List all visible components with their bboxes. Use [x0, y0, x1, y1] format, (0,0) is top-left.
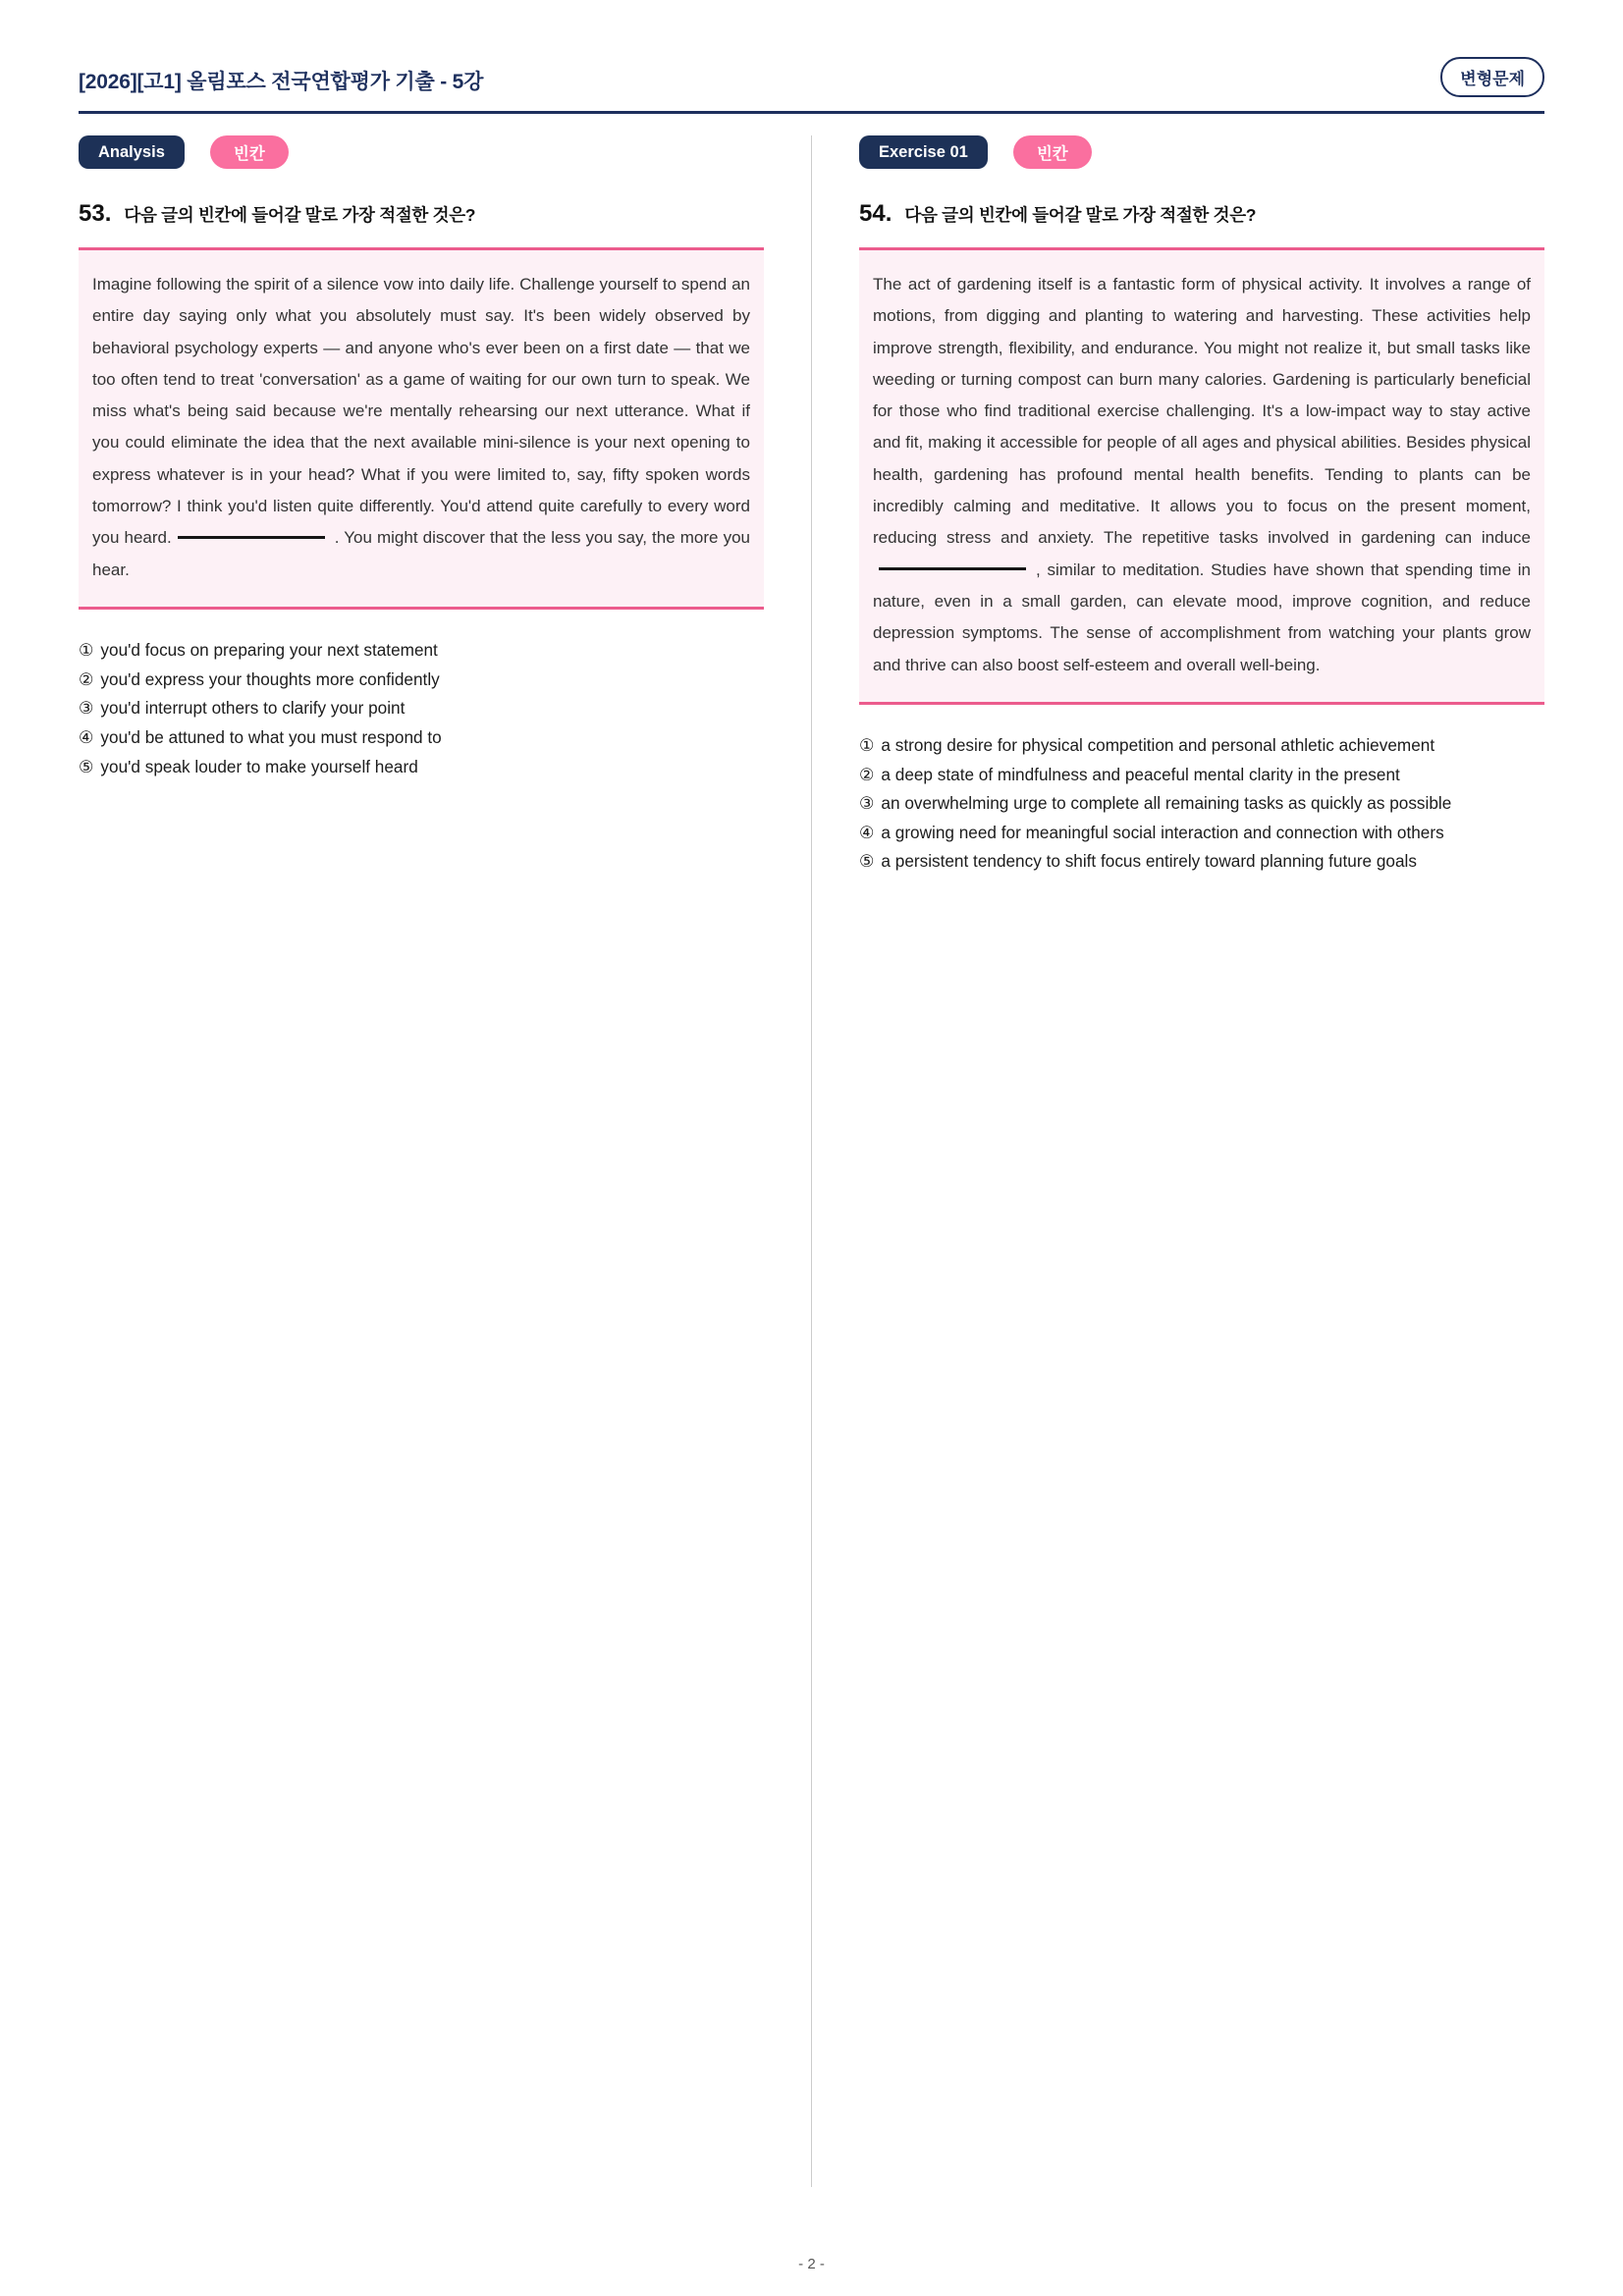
header-title: [2026][고1] 올림포스 전국연합평가 기출 - 5강: [79, 71, 484, 93]
choice-53-3: [79, 695, 764, 721]
choice-54-4: [859, 820, 1544, 846]
choice-53-2-number: ②: [79, 668, 94, 689]
passage-54-text-before-blank: The act of gardening itself is a fantastic form of physical activity. It involves a range of motions, from digging and planting to watering and harvesting. These activities help improve strength, flexibility, and endurance. You might not realize it, but small tasks like weeding or turning compost can burn many calories. Gardening is particularly beneficial for those who find traditional exercise challenging. It's a low-impact way to stay active and fit, making it accessible for people of all ages and physical abilities. Besides physical health, gardening has profound mental health benefits. Tending to plants can be incredibly calming and meditative. It allows you to focus on the present moment, reducing stress and anxiety. The repetitive tasks involved in gardening can induce: [873, 275, 1531, 548]
choice-54-5-number: ⑤: [859, 851, 875, 872]
choice-54-2: [859, 762, 1544, 788]
choice-53-2: [79, 667, 764, 693]
choice-53-5: [79, 754, 764, 780]
blank-type-badge-right: 빈칸: [1013, 135, 1092, 169]
page-header: [79, 57, 1544, 114]
choice-54-2-number: ②: [859, 764, 875, 784]
page-number: - 2 -: [798, 2256, 825, 2272]
badge-row-left: [79, 135, 764, 169]
choice-54-1-text: a strong desire for physical competition and personal athletic achievement: [881, 734, 1435, 755]
question-53-text: 다음 글의 빈칸에 들어갈 말로 가장 적절한 것은?: [124, 205, 476, 225]
choice-54-3-number: ③: [859, 793, 875, 814]
blank-type-badge-left: 빈칸: [210, 135, 289, 169]
choices-53: [79, 637, 764, 779]
choice-53-4-text: you'd be attuned to what you must respond to: [100, 726, 442, 747]
question-54-heading: [859, 200, 1544, 228]
question-53-number: 53.: [79, 200, 112, 227]
question-53-section: [79, 135, 764, 2187]
choice-54-5-text: a persistent tendency to shift focus entirely toward planning future goals: [881, 851, 1417, 872]
choice-54-4-text: a growing need for meaningful social interaction and connection with others: [881, 822, 1444, 842]
choice-53-1: [79, 637, 764, 664]
choice-53-4: [79, 724, 764, 751]
choice-54-5: [859, 848, 1544, 875]
question-53-heading: [79, 200, 764, 228]
badge-row-right: [859, 135, 1544, 169]
blank-line-54: [879, 567, 1026, 570]
passage-53-text-after-blank: . You might discover that the less you say, the more you hear.: [92, 528, 750, 579]
passage-box-53: [79, 247, 764, 610]
column-divider: [811, 135, 812, 2187]
choice-53-4-number: ④: [79, 726, 94, 747]
choice-53-5-number: ⑤: [79, 756, 94, 776]
two-column-layout: [79, 135, 1544, 2187]
choice-54-1-number: ①: [859, 734, 875, 755]
passage-box-54: [859, 247, 1544, 705]
variant-problem-badge: 변형문제: [1440, 57, 1544, 97]
question-54-number: 54.: [859, 200, 893, 227]
choice-53-2-text: you'd express your thoughts more confidently: [100, 668, 440, 689]
choice-54-2-text: a deep state of mindfulness and peaceful mental clarity in the present: [881, 764, 1400, 784]
choice-53-1-number: ①: [79, 639, 94, 660]
choice-54-4-number: ④: [859, 822, 875, 842]
choice-53-1-text: you'd focus on preparing your next statement: [100, 639, 438, 660]
choice-53-5-text: you'd speak louder to make yourself heard: [100, 756, 418, 776]
analysis-badge: Analysis: [79, 135, 185, 169]
choice-53-3-text: you'd interrupt others to clarify your point: [100, 698, 406, 719]
choice-54-3-text: an overwhelming urge to complete all remaining tasks as quickly as possible: [881, 793, 1452, 814]
choice-54-3: [859, 790, 1544, 817]
question-54-section: [859, 135, 1544, 2187]
choice-53-3-number: ③: [79, 698, 94, 719]
question-54-text: 다음 글의 빈칸에 들어갈 말로 가장 적절한 것은?: [904, 205, 1257, 225]
exercise-01-badge: Exercise 01: [859, 135, 988, 169]
passage-53-text-before-blank: Imagine following the spirit of a silence vow into daily life. Challenge yourself to spend an entire day saying only what you absolutely must say. It's been widely observed by behavioral psychology experts — and anyone who's ever been on a first date — that we too often tend to treat 'conversation' as a game of waiting for our own turn to speak. We miss what's being said because we're mentally rehearsing our next utterance. What if you could eliminate the idea that the next available mini-silence is your next opening to express whatever is in your head? What if you were limited to, say, fifty spoken words tomorrow? I think you'd listen quite differently. You'd attend quite carefully to every word you heard.: [92, 275, 750, 548]
choice-54-1: [859, 732, 1544, 759]
choices-54: [859, 732, 1544, 875]
passage-54-text-after-blank: , similar to meditation. Studies have shown that spending time in nature, even in a small garden, can elevate mood, improve cognition, and reduce depression symptoms. The sense of accomplishment from watching your plants grow and thrive can also boost self-esteem and overall well-being.: [873, 560, 1531, 674]
blank-line-53: [178, 536, 325, 539]
